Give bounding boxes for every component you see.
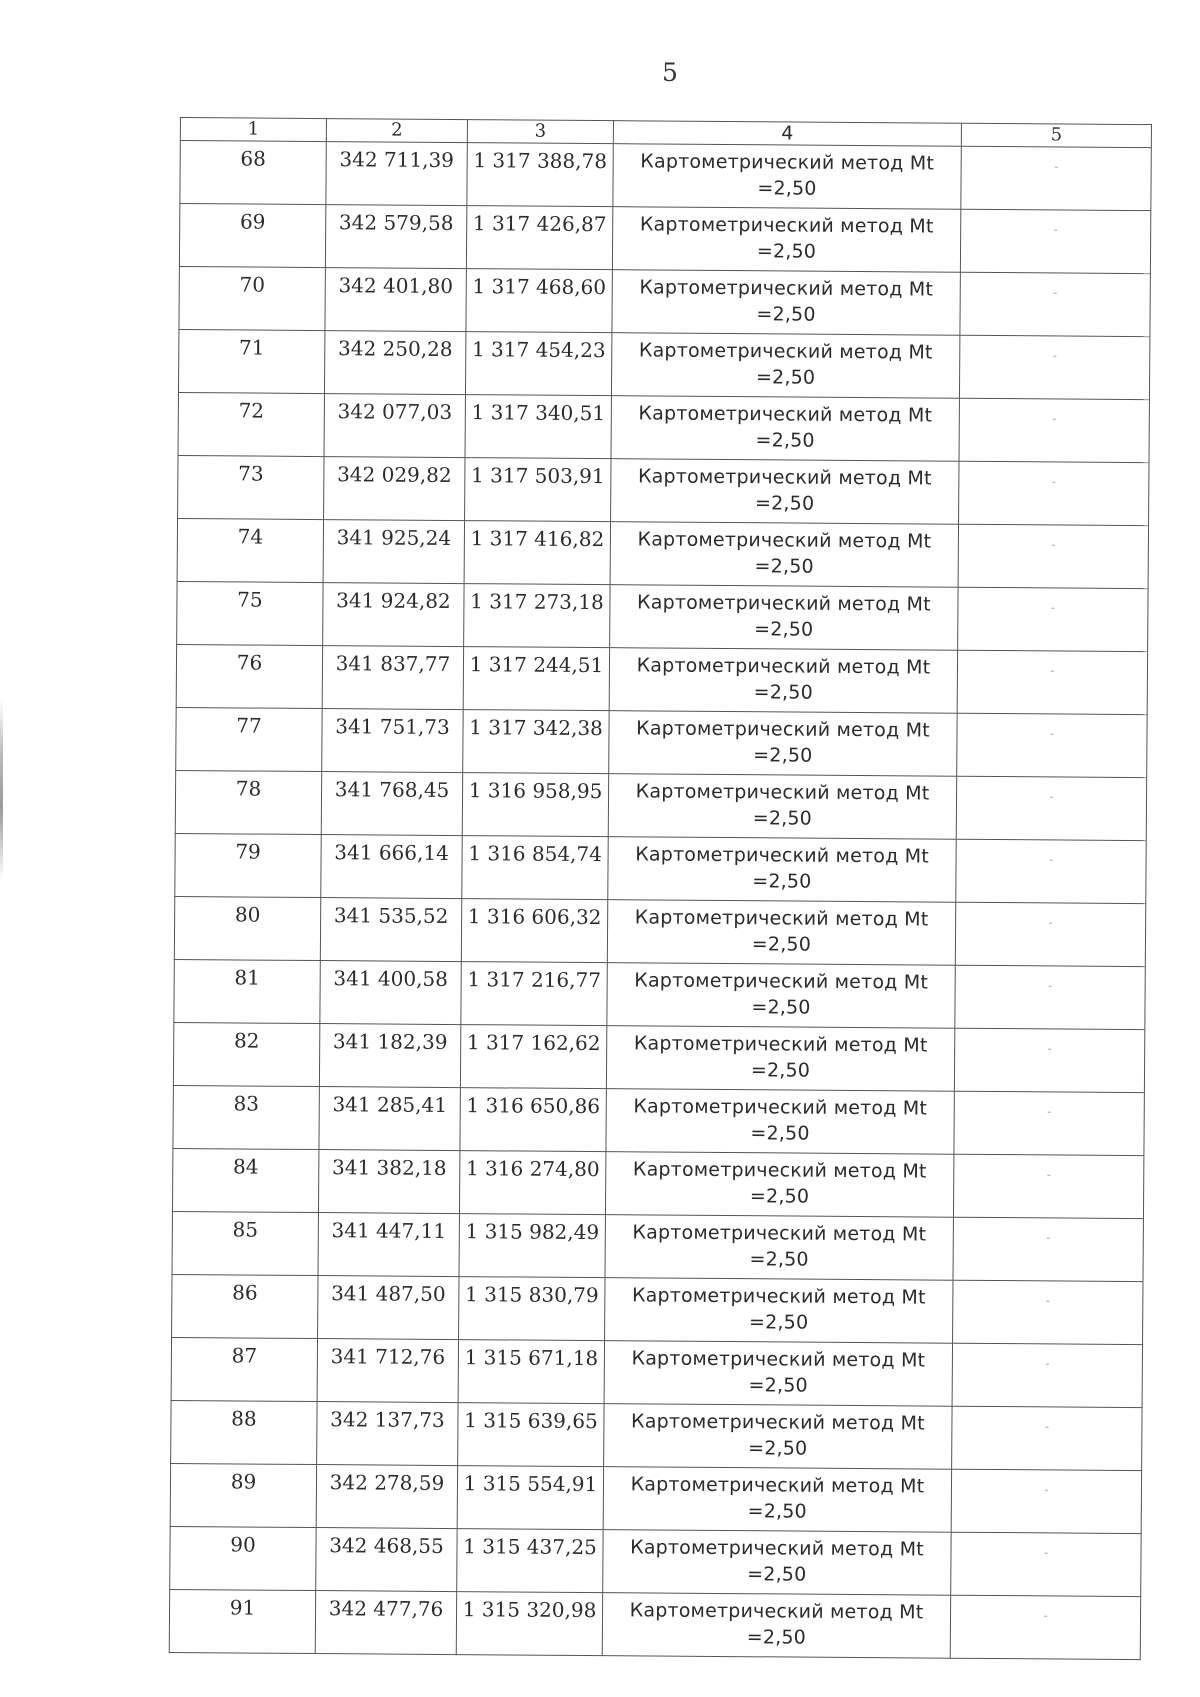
point-number-cell: 79: [175, 833, 321, 897]
method-accuracy: =2,50: [754, 555, 814, 578]
method-text: Картометрический метод Mt: [636, 717, 930, 742]
note-cell: [960, 272, 1150, 336]
note-cell: [959, 398, 1149, 462]
method-cell: [608, 837, 956, 903]
point-number-cell: 74: [177, 518, 323, 582]
method-accuracy: =2,50: [748, 1437, 808, 1460]
method-text: Картометрический метод Mt: [634, 969, 929, 994]
table-row: [173, 1085, 1144, 1155]
y-coordinate-cell: 1 315 671,18: [458, 1340, 604, 1404]
point-number-cell: 84: [172, 1148, 318, 1212]
table-row: [170, 1526, 1141, 1596]
point-number-cell: 90: [170, 1526, 316, 1590]
x-coordinate-cell: 341 712,76: [317, 1339, 458, 1403]
x-coordinate-cell: 341 535,52: [320, 898, 461, 962]
note-cell: [954, 1091, 1144, 1155]
method-text: Картометрический метод Mt: [631, 1284, 926, 1309]
method-cell: [607, 900, 955, 966]
note-dash: -: [1048, 915, 1053, 930]
method-text: Картометрический метод Mt: [630, 1473, 925, 1498]
y-coordinate-cell: 1 315 554,91: [457, 1466, 603, 1530]
method-accuracy: =2,50: [749, 1248, 809, 1271]
note-cell: [957, 713, 1147, 777]
x-coordinate-cell: 342 137,73: [317, 1402, 458, 1466]
y-coordinate-cell: 1 315 830,79: [459, 1277, 605, 1341]
note-cell: [955, 902, 1145, 966]
method-accuracy: =2,50: [754, 618, 814, 641]
y-coordinate-cell: 1 317 244,51: [463, 647, 609, 711]
method-cell: [603, 1530, 951, 1596]
note-cell: [951, 1532, 1141, 1596]
coordinates-table: [169, 117, 1152, 1660]
note-dash: -: [1050, 600, 1056, 615]
point-number-cell: 85: [172, 1211, 318, 1275]
y-coordinate-cell: 1 317 454,23: [465, 332, 611, 396]
table-row: [172, 1148, 1143, 1218]
y-coordinate-cell: 1 316 606,32: [461, 899, 607, 963]
note-cell: [953, 1217, 1143, 1281]
x-coordinate-cell: 342 278,59: [316, 1465, 457, 1529]
header-cell-5: 5: [961, 123, 1151, 147]
point-number-cell: 91: [169, 1589, 315, 1653]
point-number-cell: 88: [171, 1400, 317, 1464]
table-row: [177, 581, 1148, 651]
x-coordinate-cell: 342 401,80: [325, 268, 466, 332]
header-cell-3: 3: [467, 120, 613, 144]
y-coordinate-cell: 1 317 416,82: [464, 521, 610, 585]
method-accuracy: =2,50: [749, 1185, 810, 1208]
note-cell: [959, 461, 1149, 525]
x-coordinate-cell: 341 666,14: [321, 835, 462, 899]
table-row: [169, 1589, 1140, 1659]
point-number-cell: 69: [179, 204, 325, 268]
method-cell: [613, 144, 961, 210]
y-coordinate-cell: 1 315 320,98: [456, 1592, 602, 1656]
method-accuracy: =2,50: [757, 177, 817, 200]
method-text: Картометрический метод Mt: [636, 654, 931, 679]
method-accuracy: =2,50: [752, 807, 813, 830]
note-cell: [960, 209, 1150, 273]
point-number-cell: 73: [178, 455, 324, 519]
scan-edge-shadow: [0, 700, 3, 880]
note-dash: -: [1049, 726, 1055, 741]
method-cell: [610, 585, 958, 651]
method-text: Картометрический метод Mt: [638, 339, 933, 364]
method-cell: [612, 207, 960, 273]
method-text: Картометрический метод Mt: [630, 1536, 924, 1561]
method-accuracy: =2,50: [753, 681, 813, 704]
method-cell: [606, 1089, 954, 1155]
header-cell-4: 4: [613, 121, 961, 147]
x-coordinate-cell: 341 768,45: [321, 772, 462, 836]
y-coordinate-cell: 1 317 468,60: [466, 269, 612, 333]
table-row: [176, 644, 1147, 714]
y-coordinate-cell: 1 315 437,25: [457, 1529, 603, 1593]
x-coordinate-cell: 342 250,28: [324, 331, 465, 395]
point-number-cell: 75: [177, 581, 323, 645]
method-text: Картометрический метод Mt: [633, 1095, 928, 1120]
point-number-cell: 68: [180, 141, 326, 205]
y-coordinate-cell: 1 316 650,86: [460, 1088, 606, 1152]
note-cell: [951, 1469, 1141, 1533]
note-dash: -: [1051, 474, 1056, 489]
table-row: [175, 770, 1146, 840]
x-coordinate-cell: 341 382,18: [318, 1150, 459, 1214]
x-coordinate-cell: 342 477,76: [315, 1591, 456, 1655]
method-cell: [611, 459, 959, 525]
table-row: [172, 1211, 1143, 1281]
method-cell: [605, 1278, 953, 1344]
method-text: Картометрический метод Mt: [631, 1410, 925, 1435]
method-cell: [605, 1215, 953, 1281]
note-cell: [956, 776, 1146, 840]
y-coordinate-cell: 1 316 958,95: [462, 773, 608, 837]
point-number-cell: 80: [174, 896, 320, 960]
note-dash: -: [1043, 1608, 1048, 1623]
x-coordinate-cell: 341 447,11: [318, 1213, 459, 1277]
method-accuracy: =2,50: [751, 996, 811, 1019]
point-number-cell: 81: [174, 959, 320, 1023]
y-coordinate-cell: 1 317 426,87: [466, 206, 612, 270]
note-cell: [956, 839, 1146, 903]
method-cell: [608, 774, 956, 840]
method-cell: [612, 270, 960, 336]
x-coordinate-cell: 342 077,03: [324, 394, 465, 458]
y-coordinate-cell: 1 317 216,77: [461, 962, 607, 1026]
note-dash: -: [1048, 852, 1054, 867]
note-cell: [954, 1028, 1144, 1092]
note-cell: [961, 146, 1151, 210]
method-cell: [611, 396, 959, 462]
method-text: Картометрический метод Mt: [637, 528, 932, 553]
note-dash: -: [1046, 1167, 1051, 1182]
table-row: [176, 707, 1147, 777]
point-number-cell: 77: [176, 707, 322, 771]
method-text: Картометрический метод Mt: [629, 1599, 924, 1624]
point-number-cell: 89: [170, 1463, 316, 1527]
note-dash: -: [1044, 1419, 1050, 1434]
x-coordinate-cell: 341 487,50: [318, 1276, 459, 1340]
table-row: [174, 959, 1145, 1029]
method-cell: [607, 963, 955, 1029]
y-coordinate-cell: 1 315 639,65: [458, 1403, 604, 1467]
method-accuracy: =2,50: [752, 870, 812, 893]
table-row: [177, 518, 1148, 588]
x-coordinate-cell: 341 400,58: [320, 961, 461, 1025]
y-coordinate-cell: 1 315 982,49: [459, 1214, 605, 1278]
method-cell: [605, 1152, 953, 1218]
method-accuracy: =2,50: [756, 303, 816, 326]
method-accuracy: =2,50: [747, 1563, 807, 1586]
method-accuracy: =2,50: [756, 240, 817, 263]
note-dash: -: [1047, 1041, 1052, 1056]
method-accuracy: =2,50: [747, 1500, 807, 1523]
point-number-cell: 76: [176, 644, 322, 708]
note-dash: -: [1045, 1293, 1050, 1308]
point-number-cell: 87: [171, 1337, 317, 1401]
y-coordinate-cell: 1 317 503,91: [465, 458, 611, 522]
method-cell: [604, 1404, 952, 1470]
table-row: [174, 896, 1145, 966]
method-text: Картометрический метод Mt: [640, 150, 935, 175]
note-cell: [952, 1406, 1142, 1470]
note-dash: -: [1044, 1482, 1049, 1497]
note-dash: -: [1045, 1356, 1050, 1371]
method-text: Картометрический метод Mt: [635, 843, 930, 868]
method-text: Картометрический метод Mt: [637, 591, 931, 616]
table-row: [175, 833, 1146, 903]
y-coordinate-cell: 1 317 340,51: [465, 395, 611, 459]
method-accuracy: =2,50: [753, 744, 813, 767]
method-accuracy: =2,50: [754, 492, 815, 515]
method-cell: [604, 1341, 952, 1407]
method-cell: [611, 333, 959, 399]
note-dash: -: [1053, 285, 1058, 300]
note-dash: -: [1052, 411, 1057, 426]
method-cell: [603, 1467, 951, 1533]
note-dash: -: [1051, 537, 1056, 552]
note-cell: [953, 1154, 1143, 1218]
method-text: Картометрический метод Mt: [633, 1032, 928, 1057]
note-dash: -: [1047, 1104, 1052, 1119]
method-accuracy: =2,50: [746, 1626, 807, 1649]
note-cell: [958, 524, 1148, 588]
method-accuracy: =2,50: [751, 933, 812, 956]
point-number-cell: 71: [178, 329, 324, 393]
table-row: [178, 329, 1149, 399]
method-cell: [606, 1026, 954, 1092]
method-accuracy: =2,50: [755, 429, 815, 452]
method-cell: [610, 522, 958, 588]
table-row: [180, 141, 1151, 211]
note-dash: -: [1048, 978, 1053, 993]
method-text: Картометрический метод Mt: [632, 1158, 927, 1183]
y-coordinate-cell: 1 317 342,38: [463, 710, 609, 774]
x-coordinate-cell: 341 182,39: [319, 1024, 460, 1088]
point-number-cell: 86: [172, 1274, 318, 1338]
x-coordinate-cell: 341 751,73: [322, 709, 463, 773]
table-row: [172, 1274, 1143, 1344]
x-coordinate-cell: 342 029,82: [324, 457, 465, 521]
point-number-cell: 78: [175, 770, 321, 834]
note-cell: [953, 1280, 1143, 1344]
header-cell-1: 1: [180, 118, 326, 142]
method-accuracy: =2,50: [748, 1311, 809, 1334]
page-number: 5: [662, 58, 678, 87]
note-dash: -: [1049, 789, 1054, 804]
note-cell: [952, 1343, 1142, 1407]
method-text: Картометрический метод Mt: [639, 276, 934, 301]
x-coordinate-cell: 341 837,77: [322, 646, 463, 710]
y-coordinate-cell: 1 317 273,18: [464, 584, 610, 648]
point-number-cell: 83: [173, 1085, 319, 1149]
note-cell: [950, 1595, 1140, 1659]
x-coordinate-cell: 342 468,55: [316, 1528, 457, 1592]
x-coordinate-cell: 341 285,41: [319, 1087, 460, 1151]
y-coordinate-cell: 1 316 274,80: [459, 1151, 605, 1215]
note-cell: [958, 587, 1148, 651]
table-row: [179, 204, 1150, 274]
x-coordinate-cell: 342 711,39: [326, 142, 467, 206]
method-cell: [609, 711, 957, 777]
method-cell: [609, 648, 957, 714]
note-dash: -: [1052, 348, 1057, 363]
method-text: Картометрический метод Mt: [639, 213, 934, 238]
method-accuracy: =2,50: [750, 1059, 811, 1082]
note-dash: -: [1043, 1545, 1049, 1560]
table-row: [173, 1022, 1144, 1092]
method-accuracy: =2,50: [750, 1122, 810, 1145]
note-dash: -: [1054, 159, 1059, 174]
method-text: Картометрический метод Mt: [638, 402, 933, 427]
method-text: Картометрический метод Mt: [632, 1221, 927, 1246]
table-row: [170, 1463, 1141, 1533]
method-text: Картометрический метод Mt: [637, 465, 932, 490]
x-coordinate-cell: 342 579,58: [325, 205, 466, 269]
point-number-cell: 70: [179, 266, 325, 330]
method-text: Картометрический метод Mt: [634, 906, 929, 931]
method-text: Картометрический метод Mt: [635, 780, 930, 805]
table-row: [178, 392, 1149, 462]
table-row: [171, 1337, 1142, 1407]
method-accuracy: =2,50: [755, 366, 816, 389]
method-accuracy: =2,50: [748, 1374, 808, 1397]
note-dash: -: [1046, 1230, 1051, 1245]
table-row: [171, 1400, 1142, 1470]
table-row: [179, 266, 1150, 336]
note-cell: [959, 335, 1149, 399]
y-coordinate-cell: 1 317 162,62: [460, 1025, 606, 1089]
y-coordinate-cell: 1 317 388,78: [467, 143, 613, 207]
header-cell-2: 2: [326, 119, 467, 143]
method-cell: [602, 1593, 950, 1659]
x-coordinate-cell: 341 924,82: [323, 583, 464, 647]
point-number-cell: 82: [173, 1022, 319, 1086]
note-cell: [957, 650, 1147, 714]
x-coordinate-cell: 341 925,24: [323, 520, 464, 584]
method-text: Картометрический метод Mt: [631, 1347, 926, 1372]
note-dash: -: [1053, 222, 1058, 237]
point-number-cell: 72: [178, 392, 324, 456]
note-cell: [955, 965, 1145, 1029]
table-row: [178, 455, 1149, 525]
note-dash: -: [1050, 663, 1055, 678]
y-coordinate-cell: 1 316 854,74: [462, 836, 608, 900]
